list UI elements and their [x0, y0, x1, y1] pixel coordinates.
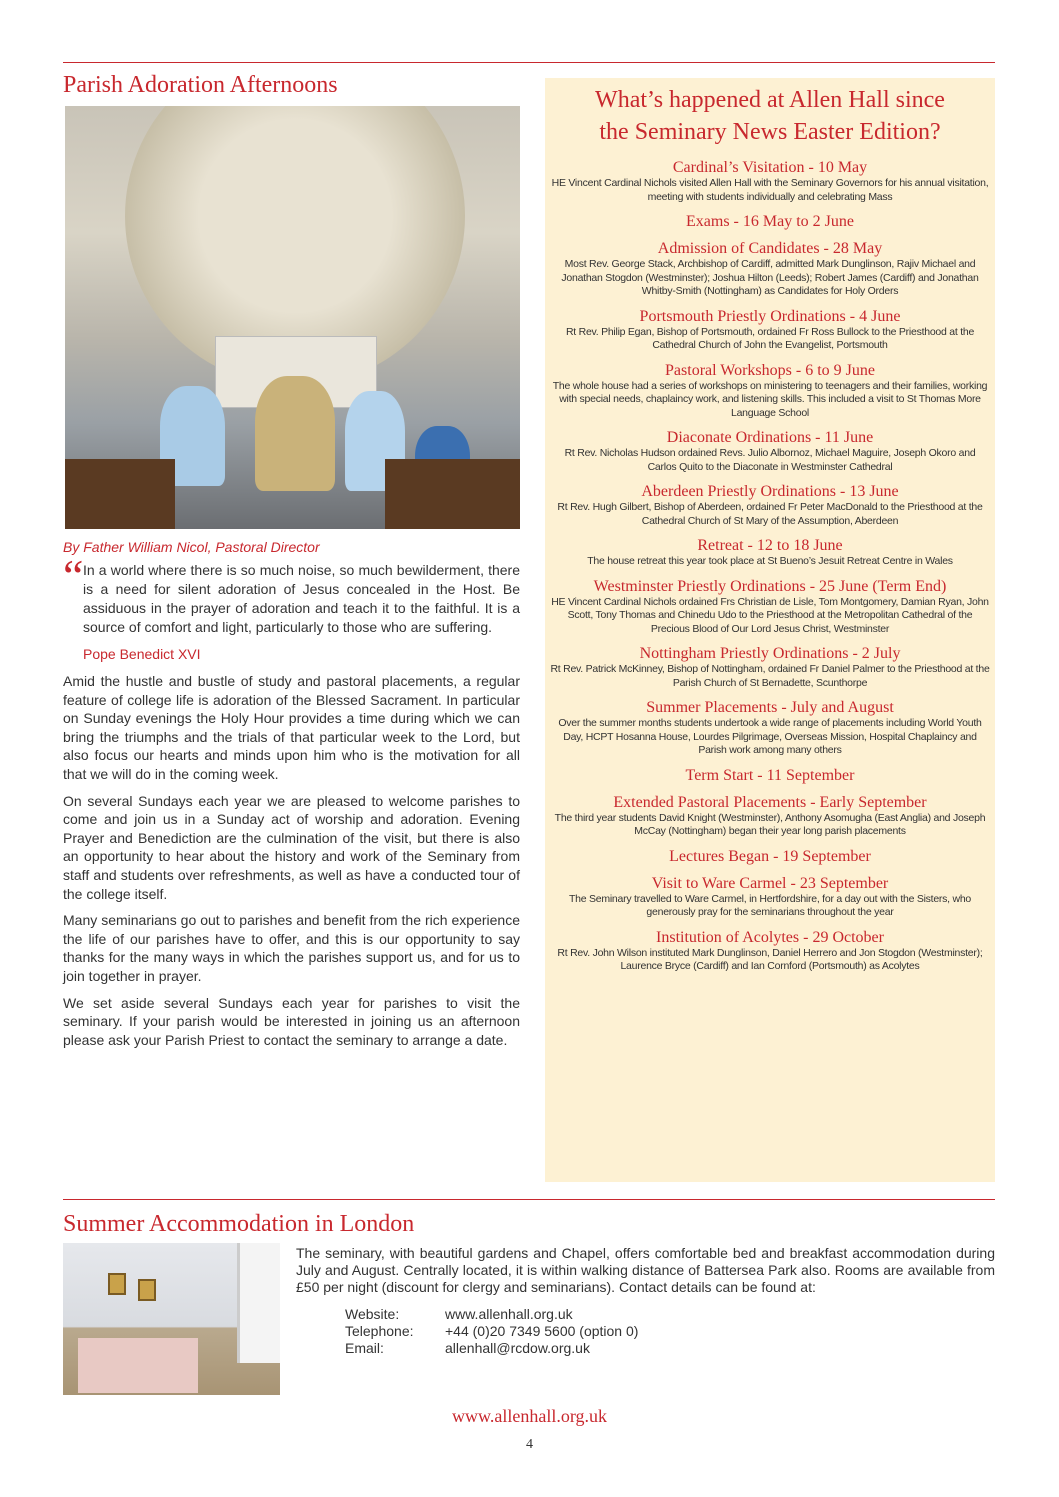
chapel-adoration-photo	[65, 106, 520, 529]
event-description: Over the summer months students undertook a wide range of placements including World Youth Day, HCPT Hosanna House, Lourdes Pilgrimage, Overseas Mission, Hospital Chaplaincy and Parish work among many others	[558, 717, 982, 756]
event-description: Rt Rev. Patrick McKinney, Bishop of Nottingham, ordained Fr Daniel Palmer to the Priesthood at the Parish Church of St Bernadette, Scunthorpe	[550, 663, 990, 689]
event-item	[545, 212, 995, 231]
event-item	[545, 577, 995, 637]
event-heading: Visit to Ware Carmel - 23 September	[651, 874, 889, 892]
event-description: The Seminary travelled to Ware Carmel, in Hertfordshire, for a day out with the Sisters, who generously pray for the seminarians throughout the year	[568, 892, 972, 918]
summer-accommodation-section	[63, 1208, 995, 1356]
event-list	[545, 158, 995, 974]
contact-email	[345, 1340, 995, 1357]
website-link[interactable]: www.allenhall.org.uk	[445, 1306, 573, 1322]
event-heading: Admission of Candidates - 28 May	[657, 240, 883, 257]
panel-title-line: the Seminary News Easter Edition?	[599, 119, 941, 145]
event-description: Most Rev. George Stack, Archbishop of Cardiff, admitted Mark Dunglinson, Rajiv Michael and Jonathan Stogdon (Westminster); Joshua Hilton (Leeds); Robert James (Cardiff) and Jonathan Whitby-Smith (Nottingham) as Candidates for Holy Orders	[561, 258, 979, 297]
event-item	[545, 766, 995, 785]
quote-attribution: Pope Benedict XVI	[83, 646, 201, 662]
event-item	[545, 361, 995, 421]
event-description: Rt Rev. Hugh Gilbert, Bishop of Aberdeen, ordained Fr Peter MacDonald to the Priesthood at the Cathedral Church of St Mary of the Assumption, Aberdeen	[557, 501, 983, 527]
section-text	[296, 1245, 995, 1357]
panel-title	[545, 84, 995, 148]
quote-mark-icon: “	[63, 550, 84, 601]
event-item	[545, 847, 995, 866]
event-item	[545, 698, 995, 758]
paragraph: On several Sundays each year we are pleased to welcome parishes to come and join us in a Sunday act of worship and adoration. Evening Prayer and Benediction are the culmination of the visit, but there is also an opportunity to hear about the history and work of the Seminary from staff and students over refreshments, as well as have a conducted tour of the college itself.	[63, 792, 520, 902]
paragraph: Amid the hustle and bustle of study and pastoral placements, a regular feature of college life is adoration of the Blessed Sacrament. In particular on Sunday evenings the Holy Hour provides a time during which we can bring the triumphs and the trials of that particular week to the Lord, but also focus our hearts and minds upon him who is the motivation for all that we will do in the coming week.	[63, 673, 520, 782]
event-description: HE Vincent Cardinal Nichols visited Allen Hall with the Seminary Governors for his annual visitation, meeting with students individually and celebrating Mass	[551, 177, 989, 203]
event-item	[545, 307, 995, 353]
adoration-article	[63, 68, 520, 1049]
contact-label: Telephone:	[345, 1323, 414, 1339]
byline: By Father William Nicol, Pastoral Director	[63, 539, 320, 555]
article-body	[63, 672, 520, 1049]
event-item	[545, 928, 995, 974]
contact-label: Website:	[345, 1306, 400, 1322]
event-item	[545, 239, 995, 299]
event-heading: Lectures Began - 19 September	[669, 847, 871, 865]
event-heading: Retreat - 12 to 18 June	[697, 537, 843, 554]
event-heading: Institution of Acolytes - 29 October	[656, 928, 884, 946]
event-heading: Summer Placements - July and August	[646, 699, 894, 716]
quote-text: In a world where there is so much noise, so much bewilderment, there is a need for silent adoration of Jesus concealed in the Host. Be assiduous in the prayer of adoration and teach it to the faithful. It is a source of comfort and light, particularly to those who are suffering.	[83, 562, 520, 635]
event-item	[545, 644, 995, 690]
event-heading: Nottingham Priestly Ordinations - 2 July	[639, 645, 901, 662]
event-item	[545, 536, 995, 569]
event-item	[545, 793, 995, 839]
event-description: Rt Rev. Philip Egan, Bishop of Portsmouth, ordained Fr Ross Bullock to the Priesthood at the Cathedral Church of John the Evangelist, Portsmouth	[565, 325, 975, 351]
event-item	[545, 482, 995, 528]
panel-title-line: What’s happened at Allen Hall since	[595, 87, 945, 113]
event-heading: Aberdeen Priestly Ordinations - 13 June	[641, 483, 899, 500]
event-description: The house retreat this year took place at St Bueno’s Jesuit Retreat Centre in Wales	[587, 555, 953, 567]
event-heading: Westminster Priestly Ordinations - 25 June (Term End)	[593, 577, 947, 595]
contact-details	[345, 1306, 995, 1357]
pull-quote	[63, 550, 520, 664]
event-heading: Pastoral Workshops - 6 to 9 June	[665, 361, 875, 379]
event-heading: Extended Pastoral Placements - Early September	[613, 793, 927, 811]
accommodation-description: The seminary, with beautiful gardens and Chapel, offers comfortable bed and breakfast accommodation during July and August. Centrally located, it is within walking distance of Battersea Park also. Rooms are available from £50 per night (discount for clergy and seminarians). Contact details can be found at:	[296, 1245, 995, 1295]
event-item	[545, 428, 995, 474]
event-heading: Exams - 16 May to 2 June	[686, 213, 854, 230]
contact-website	[345, 1306, 995, 1323]
event-heading: Portsmouth Priestly Ordinations - 4 June	[639, 307, 901, 325]
event-heading: Term Start - 11 September	[685, 766, 855, 784]
event-description: Rt Rev. John Wilson instituted Mark Dunglinson, Daniel Herrero and Jon Stogdon (Westminster); Laurence Bryce (Cardiff) and Ian Cornford (Portsmouth) as Acolytes	[557, 946, 983, 972]
page-number: 4	[526, 1437, 533, 1452]
event-description: The whole house had a series of workshops on ministering to teenagers and their families, working with special needs, chaplaincy work, and listening skills. This included a visit to St Thomas More Language School	[552, 379, 988, 419]
contact-label: Email:	[345, 1340, 384, 1356]
news-panel	[545, 78, 995, 1182]
paragraph: Many seminarians go out to parishes and benefit from the rich experience the life of our parishes have to offer, and this is our opportunity to say thanks for the many ways in which the parishes support us, and for us to join together in prayer.	[63, 912, 520, 984]
event-description: The third year students David Knight (Westminster), Anthony Asomugha (East Anglia) and Joseph McCay (Nottingham) began their year long parish placements	[554, 811, 986, 837]
telephone-value: +44 (0)20 7349 5600 (option 0)	[445, 1323, 639, 1339]
event-item	[545, 874, 995, 920]
event-item	[545, 158, 995, 204]
paragraph: We set aside several Sundays each year for parishes to visit the seminary. If your parish would be interested in joining us an afternoon please ask your Parish Priest to contact the seminary to arrange a date.	[63, 994, 520, 1048]
event-heading: Diaconate Ordinations - 11 June	[666, 429, 874, 446]
footer-url-link[interactable]: www.allenhall.org.uk	[452, 1406, 607, 1426]
article-title: Parish Adoration Afternoons	[63, 72, 338, 98]
section-divider	[63, 1199, 995, 1200]
top-divider	[63, 62, 995, 63]
contact-telephone	[345, 1323, 995, 1340]
email-link[interactable]: allenhall@rcdow.org.uk	[445, 1340, 590, 1356]
event-description: HE Vincent Cardinal Nichols ordained Frs Christian de Lisle, Tom Montgomery, Damian Ryan, John Scott, Tony Thomas and Chinedu Udo to the Priesthood at the Metropolitan Cathedral of the Precious Blood of Our Lord Jesus Christ, Westminster	[551, 595, 989, 635]
bedroom-photo	[63, 1243, 280, 1395]
section-title: Summer Accommodation in London	[63, 1211, 415, 1237]
event-heading: Cardinal’s Visitation - 10 May	[672, 159, 868, 176]
event-description: Rt Rev. Nicholas Hudson ordained Revs. Julio Albornoz, Michael Maguire, Joseph Okoro and Carlos Quito to the Diaconate in Westminster Cathedral	[564, 447, 976, 473]
